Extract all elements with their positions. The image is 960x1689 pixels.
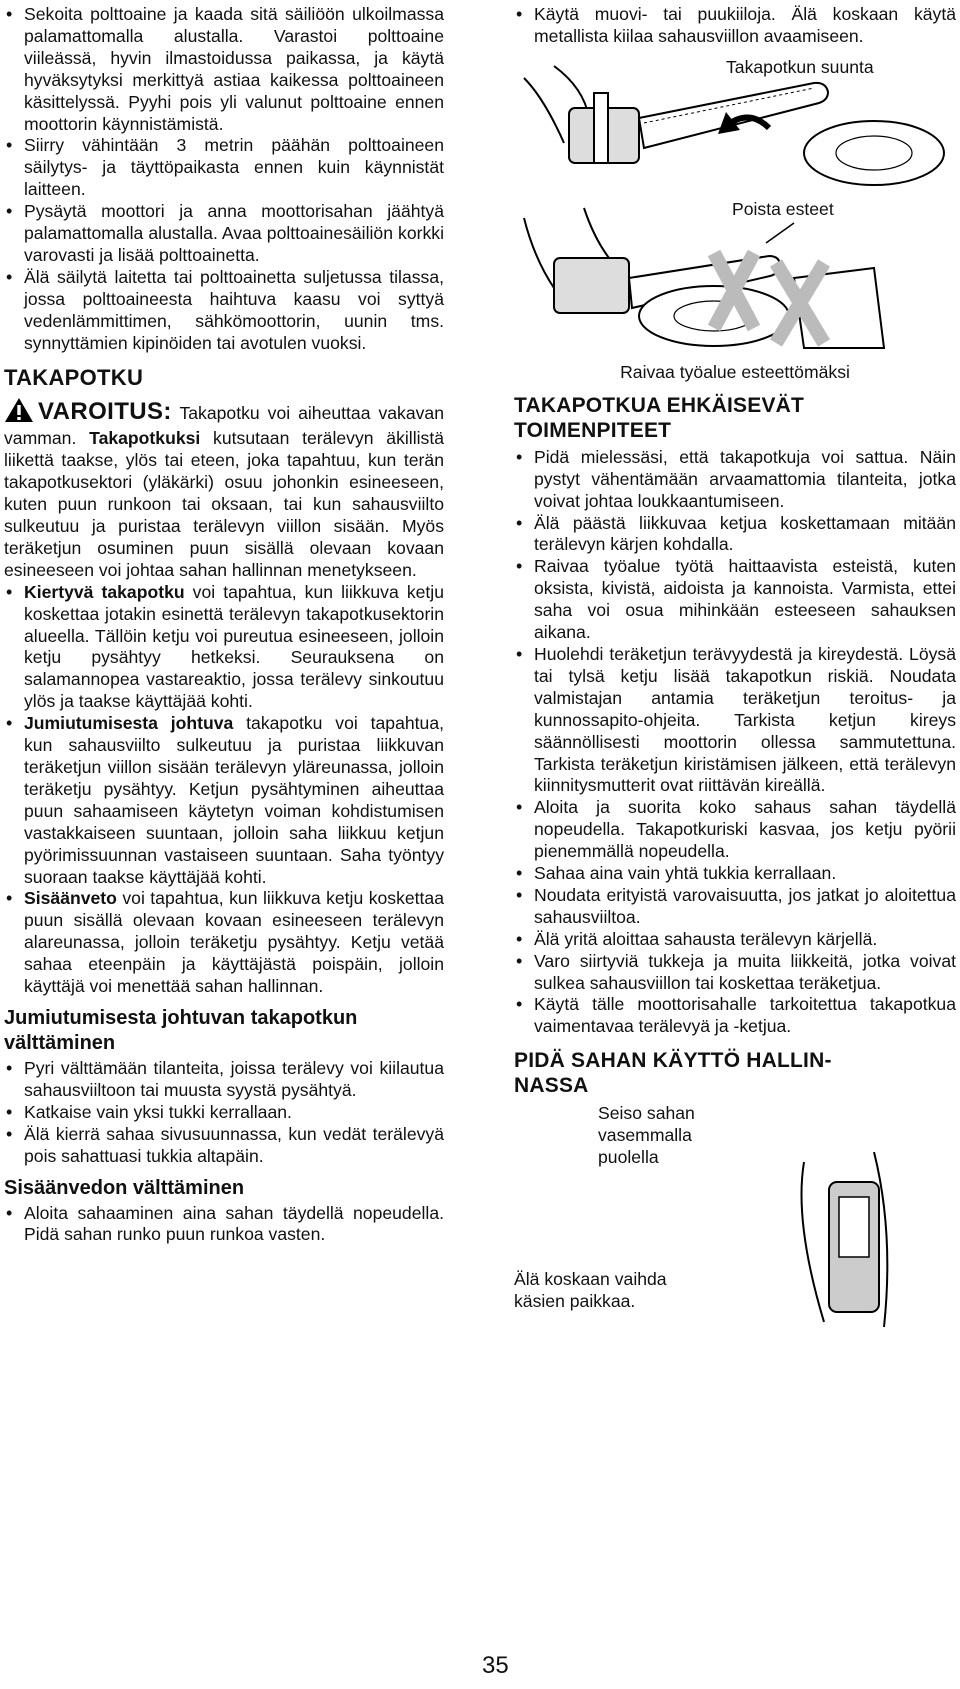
- list-item: • Katkaise vain yksi tukki kerrallaan.: [4, 1102, 444, 1124]
- list-item: • Älä kierrä sahaa sivusuunnassa, kun vedät terälevyä pois sahattuasi tukkia altapäin.: [4, 1124, 444, 1168]
- warning-rest: kutsutaan terälevyn äkillistä liikettä taakse, ylös tai eteen, joka tapahtuu, kun terän takapotkusektori (yläkärki) osuu johonkin esineeseen, kuten puun runkoon tai oksaan, tai kun sahausviilto sulkeutuu ja puristaa terälevyn viillon sisään. Myös teräketjun osuminen puun sisällä olevaan kovaan esineeseen voi johtaa sahan hallinnan menetykseen.: [4, 428, 444, 580]
- list-item: • Sekoita polttoaine ja kaada sitä säiliöön ulkoilmassa palamattomalla alustalla. Varastoi polttoaine viileässä, hyvin ilmastoidussa paikassa, ja käytä hyväksytyksi merkittyä astiaa kaikessa polttoaineen käsittelyssä. Pyyhi pois yli valunut polttoaine ennen moottorin käynnistämistä.: [4, 4, 444, 135]
- term: Jumiutumisesta johtuva: [24, 713, 234, 734]
- left-column: [4, 4, 444, 1246]
- list-item: • Pidä mielessäsi, että takapotkuja voi sattua. Näin pystyt vähentämään arvaamattomia tilanteita, jotka voivat johtaa loukkaantumiseen.: [514, 447, 956, 513]
- term-text: voi tapahtua, kun liikkuva ketju koskettaa puun sisällä olevaan kovaan esineeseen terälevyn alareunassa, jolloin teräketju pysähtyy. Ketju vetää sahaa eteenpäin ja käyttäjästä poispäin, jolloin käyttäjä voi menettää sahan hallinnan.: [24, 888, 444, 997]
- wedge-list: [514, 4, 956, 48]
- list-item: • Älä säilytä laitetta tai polttoainetta suljetussa tilassa, jossa polttoaineesta haihtuva kaasu voi syttyä vedenlämmittimen, sähkömoottorin, uunin tms. synnyttämien kipinöiden tai avotulen vuoksi.: [4, 267, 444, 355]
- list-item: • Älä yritä aloittaa sahausta terälevyn kärjellä.: [514, 929, 956, 951]
- avoid-pull-list: [4, 1203, 444, 1247]
- stance-label: Seiso sahan vasemmalla puolella: [598, 1103, 695, 1168]
- clear-obstacles-label: Poista esteet: [732, 198, 834, 219]
- list-item: • Käytä tälle moottorisahalle tarkoitettua takapotkua vaimentavaa terälevyä ja -ketjua.: [514, 994, 956, 1038]
- list-item: • Aloita sahaaminen aina sahan täydellä nopeudella. Pidä sahan runko puun runkoa vasten.: [4, 1203, 444, 1247]
- stance-illustration: [784, 1152, 934, 1332]
- list-item: • Varo siirtyviä tukkeja ja muita liikkeitä, jotka voivat sulkea sahausviillon tai koskettaa teräketjua.: [514, 951, 956, 995]
- list-item: • Sahaa aina vain yhtä tukkia kerrallaan.: [514, 863, 956, 885]
- list-item: • Noudata erityistä varovaisuutta, jos jatkat jo aloitettua sahausviiltoa.: [514, 885, 956, 929]
- avoid-jam-heading: Jumiutumisesta johtuvan takapotkun välttäminen: [4, 1006, 358, 1054]
- warning-lead: Takapotku voi aiheuttaa vakavan vamman.: [4, 402, 444, 449]
- clear-obstacles-figure: [514, 198, 956, 358]
- list-item: • Siirry vähintään 3 metrin päähän polttoaineen säilytys- ja täyttöpaikasta ennen kuin käynnistät laitteen.: [4, 135, 444, 201]
- prevent-kickback-heading: TAKAPOTKUA EHKÄISEVÄT TOIMENPITEET: [514, 393, 805, 442]
- term: Sisäänveto: [24, 888, 117, 909]
- takapotku-heading: TAKAPOTKU: [4, 364, 144, 390]
- list-item: • Raivaa työalue työtä haittaavista esteistä, kuten oksista, kivistä, aidoista ja kannoista. Varmista, ettei saha voi osua mihinkään esteeseen sahauksen aikana.: [514, 556, 956, 644]
- list-item: • Pysäytä moottori ja anna moottorisahan jäähtyä palamattomalla alustalla. Avaa polttoainesäiliön korkki varovasti ja lisää polttoainetta.: [4, 201, 444, 267]
- list-item: • Käytä muovi- tai puukiiloja. Älä koskaan käytä metallista kiilaa sahausviillon avaamiseen.: [514, 4, 956, 48]
- avoid-jam-list: [4, 1058, 444, 1168]
- list-item: • Huolehdi teräketjun terävyydestä ja kireydestä. Löysä tai tylsä ketju lisää takapotkun riskiä. Noudata valmistajan antamia teräketjun teroitus- ja kunnossapito-ohjeita. Tarkista ketjun kireys säännöllisesti moottorin ollessa sammutettuna. Tarkista teräketjun kiristämisen jälkeen, että terälevyn kiinnitysmutterit ovat riittävän kireällä.: [514, 644, 956, 797]
- term-text: voi tapahtua, kun liikkuva ketju koskettaa jotakin esinettä terälevyn takapotkusektorin alueella. Tällöin ketju voi pureutua esineeseen, jolloin ketju pysähtyy hetkeksi. Seurauksena on salamannopea vastareaktio, jossa terälevy sinkoutuu ylös ja taakse käyttäjää kohti.: [24, 581, 444, 712]
- list-item: [4, 888, 444, 998]
- term: Kiertyvä takapotku: [24, 581, 185, 602]
- takapotkuksi-term: Takapotkuksi: [89, 428, 201, 449]
- right-column: [514, 4, 956, 1332]
- list-item: • Pyri välttämään tilanteita, joissa terälevy voi kiilautua sahausviiltoon tai muusta syystä pysähtyä.: [4, 1058, 444, 1102]
- list-item: • Aloita ja suorita koko sahaus sahan täydellä nopeudella. Takapotkuriski kasvaa, jos ketju pyörii pienemmällä nopeudella.: [514, 797, 956, 863]
- avoid-pull-heading: Sisäänvedon välttäminen: [4, 1176, 245, 1199]
- stance-figure: [514, 1102, 956, 1332]
- fuel-safety-list: [4, 4, 444, 355]
- warning-paragraph: [4, 397, 444, 582]
- kickback-direction-label: Takapotkun suunta: [726, 56, 874, 77]
- list-item: [4, 582, 444, 713]
- page-number: 35: [482, 1652, 509, 1679]
- warning-triangle-icon: [4, 397, 34, 429]
- clear-obstacles-caption: Raivaa työalue esteettömäksi: [620, 361, 850, 382]
- keep-control-heading: PIDÄ SAHAN KÄYTTÖ HALLIN-NASSA: [514, 1049, 832, 1098]
- prevent-kickback-list: [514, 447, 956, 1038]
- hands-label: Älä koskaan vaihda käsien paikkaa.: [514, 1269, 667, 1312]
- warning-word: VAROITUS:: [38, 397, 172, 425]
- kickback-direction-figure: [514, 48, 956, 198]
- kickback-types-list: [4, 582, 444, 998]
- list-item: [4, 713, 444, 888]
- list-item: • Älä päästä liikkuvaa ketjua koskettamaan mitään terälevyn kärjen kohdalla.: [514, 513, 956, 557]
- obstacles-illustration: [514, 198, 956, 358]
- term-text: takapotku voi tapahtua, kun sahausviilto sulkeutuu ja puristaa liikkuvan teräketjun viillon sisään terälevyn yläreunassa, jolloin teräketju pysähtyy. Ketjun pysähtyminen aiheuttaa puun sahaamiseen käytetyn voiman kohdistumisen vastakkaiseen suuntaan, jolloin saha liikkuu ketjun pyörimissuunnan vastaiseen suuntaan. Saha työntyy suoraan taakse käyttäjää kohti.: [24, 713, 444, 887]
